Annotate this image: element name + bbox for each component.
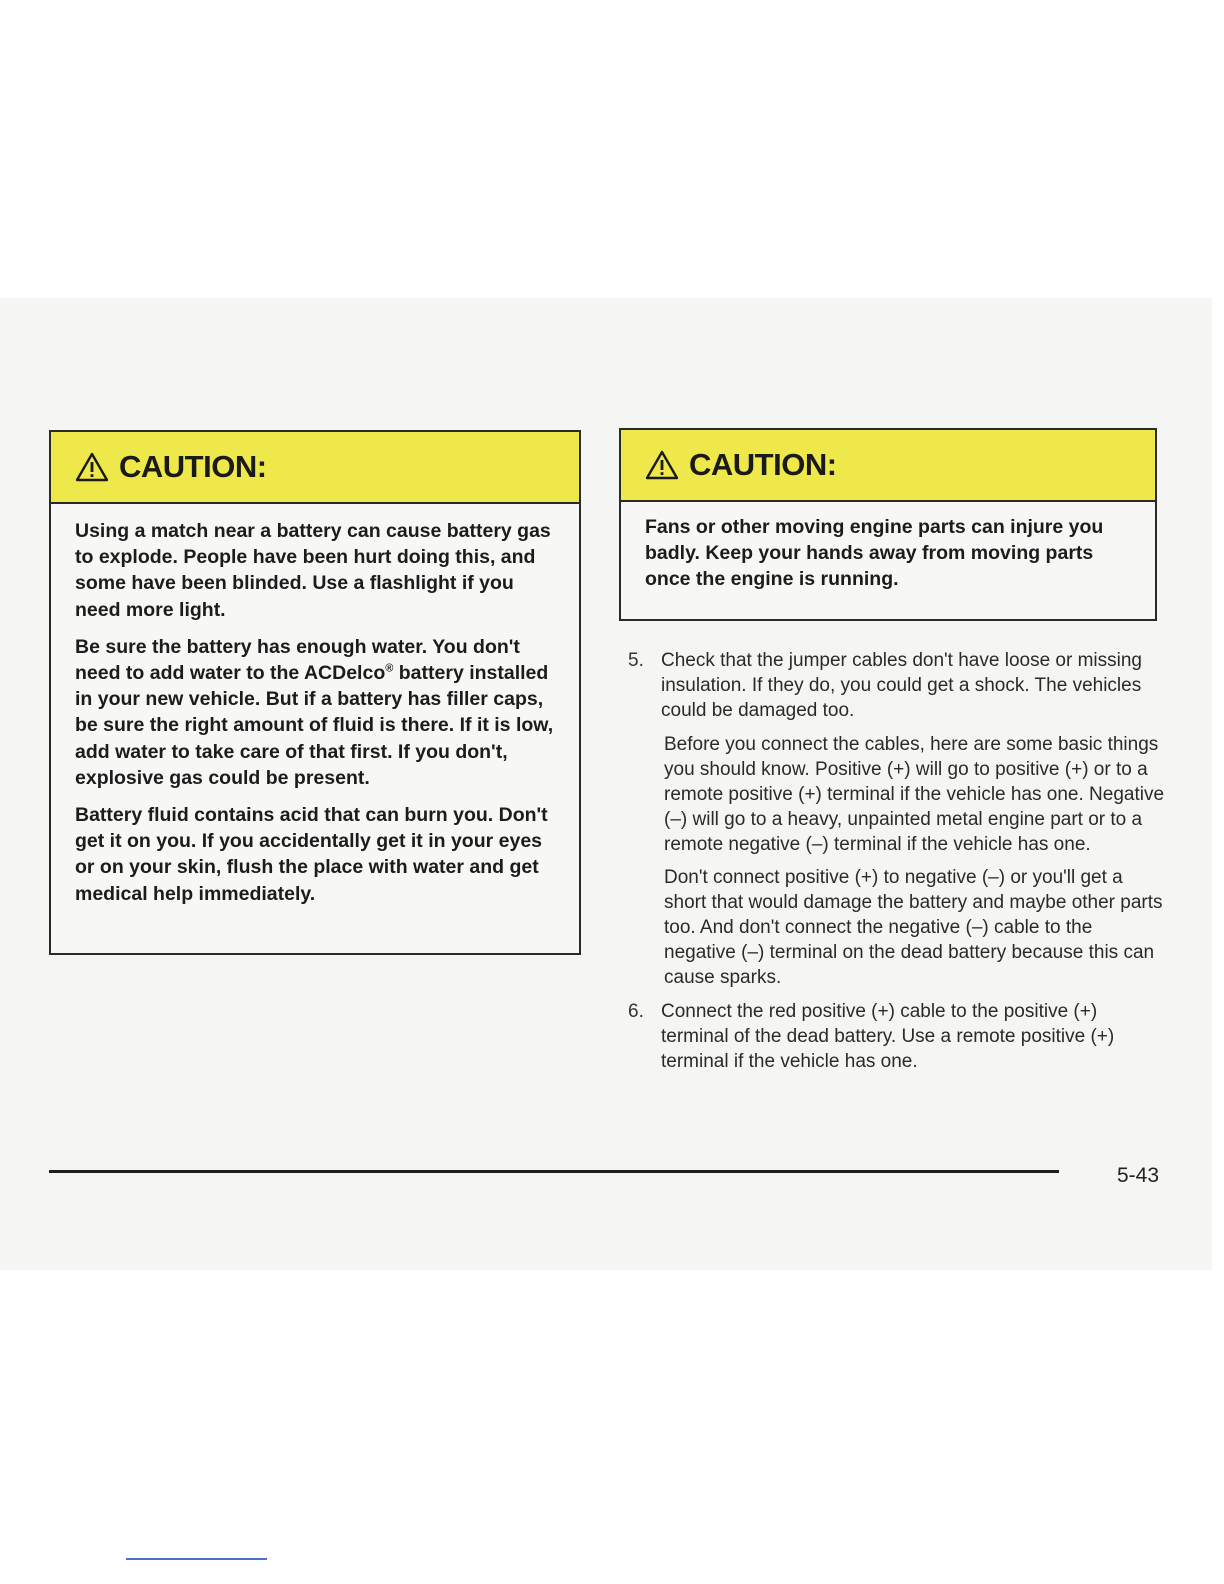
step-text: Check that the jumper cables don't have loose or missing insulation. If they do, you could get a shock. The vehicles could be damaged too. — [661, 650, 1142, 721]
step-paragraph: Before you connect the cables, here are some basic things you should know. Positive (+) will go to positive (+) or to a remote positive (+) terminal if the vehicle has one. Negative (–) will go to a heavy, unpainted metal engine part or to a remote negative (–) terminal if the vehicle has one. — [664, 734, 1165, 855]
caution-body — [621, 502, 1155, 607]
step-6 — [628, 999, 1168, 1074]
page-number: 5-43 — [1117, 1164, 1160, 1187]
link-underline[interactable] — [126, 1558, 267, 1560]
footer-rule — [49, 1170, 1059, 1173]
step-5 — [628, 648, 1168, 723]
caution-body — [51, 504, 579, 921]
registered-mark: ® — [385, 662, 394, 675]
step-text: Connect the red positive (+) cable to the positive (+) terminal of the dead battery. Use a remote positive (+) terminal if the vehicle has one. — [661, 1001, 1115, 1072]
caution-box-fans — [619, 428, 1157, 621]
caution-box-battery — [49, 430, 581, 955]
caution-title: CAUTION: — [119, 449, 267, 484]
step-number: 6. — [628, 1001, 644, 1022]
step-number: 5. — [628, 650, 644, 671]
caution-paragraph: Battery fluid contains acid that can burn you. Don't get it on you. If you accidentally get it in your eyes or on your skin, flush the place with water and get medical help immediately. — [75, 804, 548, 905]
step-paragraph: Don't connect positive (+) to negative (–) or you'll get a short that would damage the battery and maybe other parts too. And don't connect the negative (–) cable to the negative (–) terminal on the dead battery because this can cause sparks. — [664, 867, 1163, 988]
caution-header — [621, 430, 1155, 502]
caution-header — [51, 432, 579, 504]
warning-triangle-icon — [75, 451, 109, 483]
caution-title: CAUTION: — [689, 447, 837, 482]
caution-paragraph: Using a match near a battery can cause battery gas to explode. People have been hurt doing this, and some have been blinded. Use a flashlight if you need more light. — [75, 520, 551, 621]
warning-triangle-icon — [645, 449, 679, 481]
procedure-steps — [628, 648, 1168, 1074]
caution-paragraph: Be sure the battery has enough water. You don't need to add water to the ACDelco® battery installed in your new vehicle. But if a battery has filler caps, be sure the right amount of fluid is there. If it is low, add water to take care of that first. If you don't, explosive gas could be present. — [75, 635, 554, 789]
caution-paragraph: Fans or other moving engine parts can injure you badly. Keep your hands away from moving parts once the engine is running. — [645, 516, 1104, 591]
